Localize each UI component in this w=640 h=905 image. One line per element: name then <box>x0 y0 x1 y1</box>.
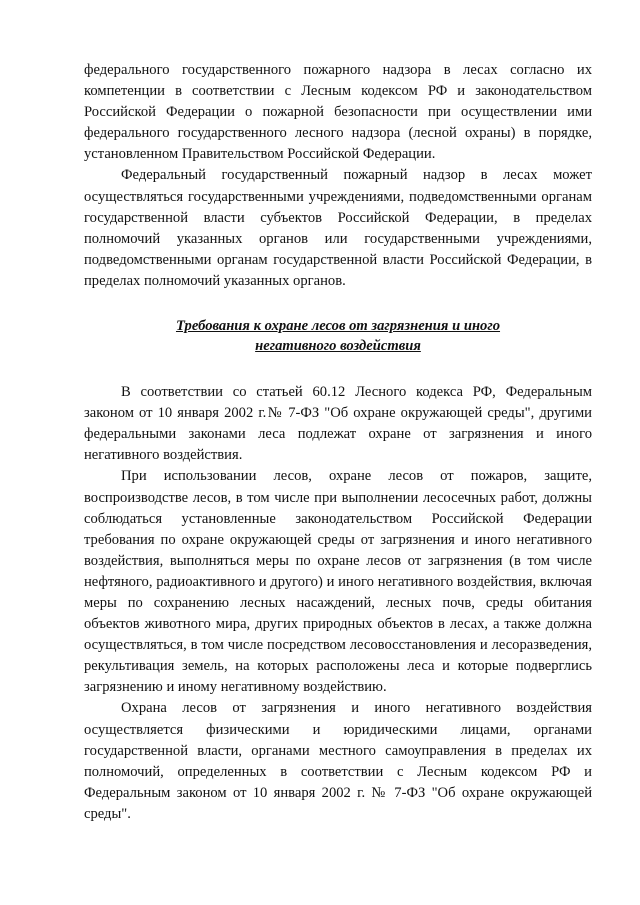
paragraph-fire-supervision: Федеральный государственный пожарный надзор в лесах может осуществляться государственными учреждениями, подведомственными органам государственной власти субъектов Российской Федерации, в пределах полномочий указанных органов или государственными учреждениями, подведомственными органам государственной власти Российской Федерации, в пределах полномочий указанных органов. <box>84 167 592 289</box>
section-heading <box>84 316 592 356</box>
paragraph-requirements: При использовании лесов, охране лесов от пожаров, защите, воспроизводстве лесов, в том числе при выполнении лесосечных работ, должны соблюдаться установленные законодательством Российской Федерации требования по охране окружающей среды от загрязнения и иного негативного воздействия, выполняться меры по охране лесов от загрязнения (в том числе нефтяного, радиоактивного и другого) и иного негативного воздействия, включая меры по сохранению лесных насаждений, лесных почв, среды обитания объектов животного мира, других природных объектов в лесах, а также должна осуществляться, в том числе посредством лесовосстановления и лесоразведения, рекультивация земель, на которых расположены леса и которые подверглись загрязнению и иному негативному воздействию. <box>84 468 592 696</box>
paragraph-legal-basis: В соответствии со статьей 60.12 Лесного кодекса РФ, Федеральным законом от 10 января 2002 г.№ 7-ФЗ "Об охране окружающей среды", другими федеральными законами леса подлежат охране от загрязнения и иного негативного воздействия. <box>84 384 592 464</box>
section-heading-line-1: Требования к охране лесов от загрязнения и иного <box>175 318 501 335</box>
paragraph-responsible-parties: Охрана лесов от загрязнения и иного негативного воздействия осуществляется физическими и юридическими лицами, органами государственной власти, органами местного самоуправления в пределах их полномочий, определенных в соответствии с Лесным кодексом РФ и Федеральным законом от 10 января 2002 г. № 7-ФЗ "Об охране окружающей среды". <box>84 700 592 822</box>
section-heading-line-2: негативного воздействия <box>255 338 421 355</box>
paragraph-continuation: федерального государственного пожарного надзора в лесах согласно их компетенции в соответствии с Лесным кодексом РФ и законодательством Российской Федерации о пожарной безопасности при осуществлении ими федерального государственного лесного надзора (лесной охраны) в порядке, установленном Правительством Российской Федерации. <box>84 62 592 163</box>
document-page <box>84 60 592 825</box>
